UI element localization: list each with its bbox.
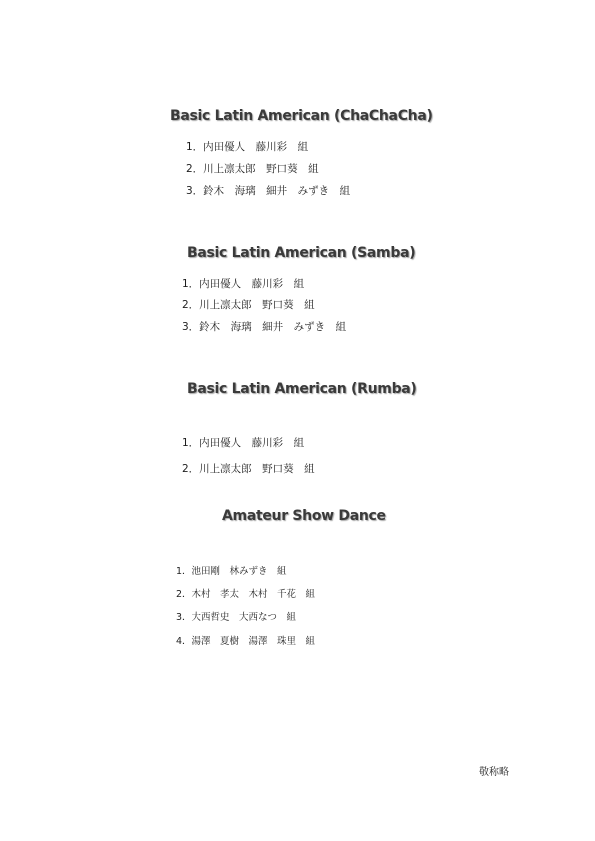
entry-chachacha-1: 1．内田優人 藤川彩 組 xyxy=(186,141,309,153)
section-title-show-dance: Amateur Show Dance xyxy=(222,508,386,524)
entry-samba-2: 2．川上凛太郎 野口葵 組 xyxy=(182,299,315,311)
section-title-samba: Basic Latin American (Samba) xyxy=(187,245,416,261)
honorifics-omitted-note: 敬称略 xyxy=(479,767,509,778)
entry-chachacha-3: 3．鈴木 海璃 細井 みずき 組 xyxy=(186,185,351,197)
entry-samba-3: 3．鈴木 海璃 細井 みずき 組 xyxy=(182,321,347,333)
entry-rumba-2: 2．川上凛太郎 野口葵 組 xyxy=(182,463,315,475)
entry-show-dance-3: 3．大西哲史 大西なつ 組 xyxy=(176,612,297,623)
entry-chachacha-2: 2．川上凛太郎 野口葵 組 xyxy=(186,163,319,175)
entry-show-dance-2: 2．木村 孝太 木村 千花 組 xyxy=(176,589,316,600)
section-title-rumba: Basic Latin American (Rumba) xyxy=(187,381,417,397)
entry-show-dance-1: 1．池田剛 林みずき 組 xyxy=(176,566,287,577)
entry-samba-1: 1．内田優人 藤川彩 組 xyxy=(182,278,305,290)
section-title-chachacha: Basic Latin American (ChaChaCha) xyxy=(170,108,433,124)
entry-rumba-1: 1．内田優人 藤川彩 組 xyxy=(182,437,305,449)
entry-show-dance-4: 4．湯澤 夏樹 湯澤 珠里 組 xyxy=(176,636,316,647)
